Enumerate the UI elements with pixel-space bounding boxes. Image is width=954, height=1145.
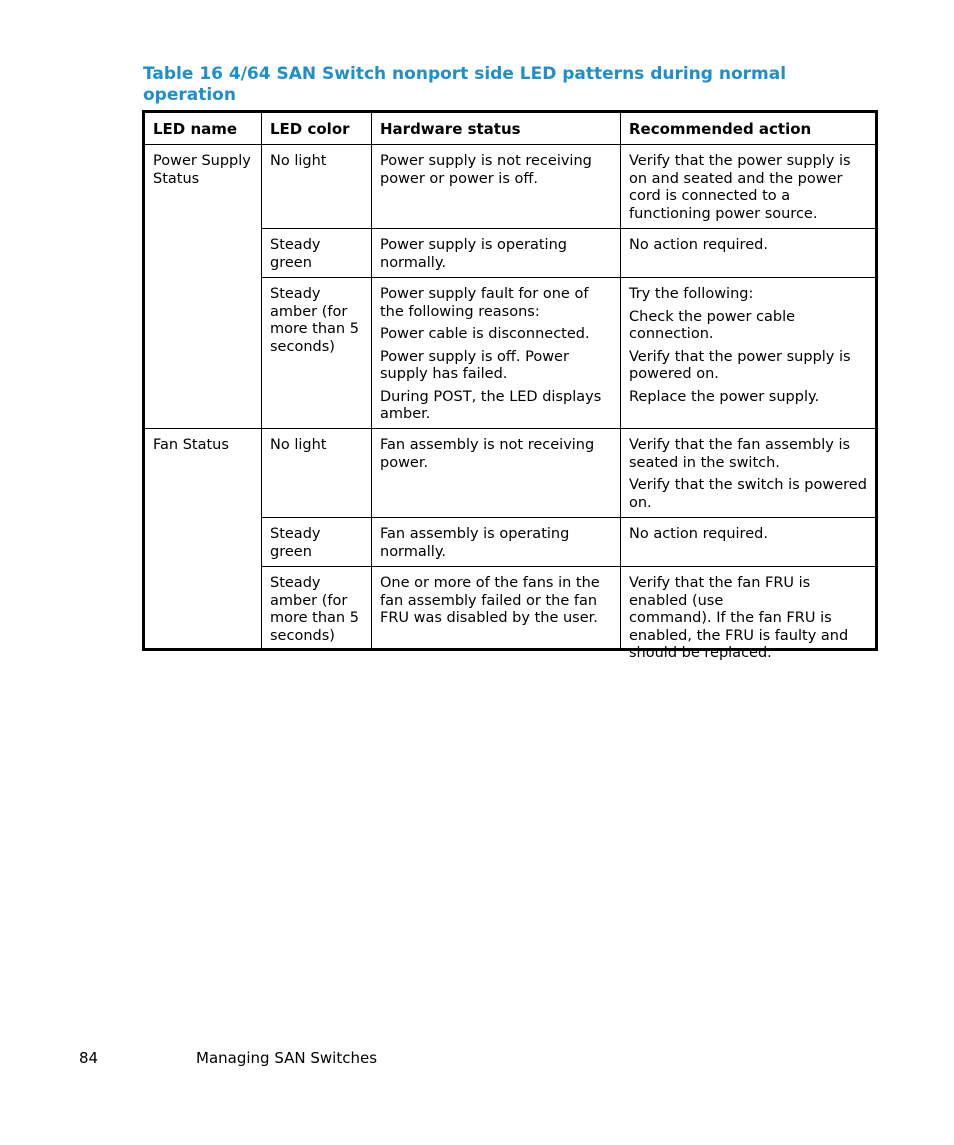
status-line: Power supply fault for one of the following reasons: [380, 286, 589, 320]
action-line: Verify that the power supply is on and seated and the power cord is connected to a functioning power source. [629, 153, 851, 222]
recommended-action-cell [621, 278, 875, 428]
led-color-cell: No light [270, 153, 327, 169]
hardware-status-cell [372, 567, 620, 648]
action-line: No action required. [629, 237, 768, 253]
status-line: Power supply is off. Power supply has failed. [380, 348, 569, 382]
action-line [629, 575, 867, 663]
header-hardware-status: Hardware status [380, 120, 521, 138]
action-text-after: command). If the fan FRU is enabled, the FRU is faulty and should be replaced. [629, 610, 849, 661]
led-color-cell: Steady green [270, 237, 321, 271]
hardware-status-cell [372, 518, 620, 566]
hardware-status-cell [372, 278, 620, 428]
header-recommended-action: Recommended action [629, 120, 812, 138]
led-patterns-table [142, 110, 878, 661]
recommended-action-cell [621, 429, 875, 517]
action-line: Verify that the fan assembly is seated in the switch. [629, 437, 851, 471]
recommended-action-cell [621, 229, 875, 277]
action-line: No action required. [629, 526, 768, 542]
action-line: Try the following: [629, 286, 754, 302]
action-line: Check the power cable connection. [629, 308, 796, 342]
header-led-color: LED color [270, 120, 350, 138]
hardware-status-cell [372, 229, 620, 277]
page-number: 84 [79, 1049, 99, 1067]
status-line: One or more of the fans in the fan assembly failed or the fan FRU was disabled by the user. [380, 575, 600, 626]
status-line: Fan assembly is operating normally. [380, 526, 570, 560]
status-line: During POST, the LED displays amber. [380, 388, 602, 422]
footer-section-title: Managing SAN Switches [196, 1049, 378, 1067]
recommended-action-cell [621, 567, 875, 661]
table-title: Table 16 4/64 SAN Switch nonport side LED patterns during normal operation [143, 64, 787, 105]
led-color-cell: Steady amber (for more than 5 seconds) [270, 286, 359, 355]
status-line: Power supply is operating normally. [380, 237, 567, 271]
led-color-cell: Steady amber (for more than 5 seconds) [270, 575, 359, 644]
action-line: Verify that the power supply is powered on. [629, 348, 851, 382]
status-line: Power cable is disconnected. [380, 326, 590, 342]
action-text-before: Verify that the fan FRU is enabled (use [629, 575, 811, 609]
status-line: Fan assembly is not receiving power. [380, 437, 595, 471]
recommended-action-cell [621, 145, 875, 228]
led-name-power-supply-status: Power Supply Status [153, 153, 251, 187]
action-line: Verify that the switch is powered on. [629, 477, 867, 511]
header-led-name: LED name [153, 120, 238, 138]
led-name-fan-status: Fan Status [153, 437, 229, 453]
action-line: Replace the power supply. [629, 388, 820, 405]
hardware-status-cell [372, 145, 620, 228]
led-color-cell: Steady green [270, 526, 321, 560]
status-line: Power supply is not receiving power or power is off. [380, 153, 592, 187]
led-color-cell: No light [270, 437, 327, 453]
recommended-action-cell [621, 518, 875, 566]
hardware-status-cell [372, 429, 620, 517]
